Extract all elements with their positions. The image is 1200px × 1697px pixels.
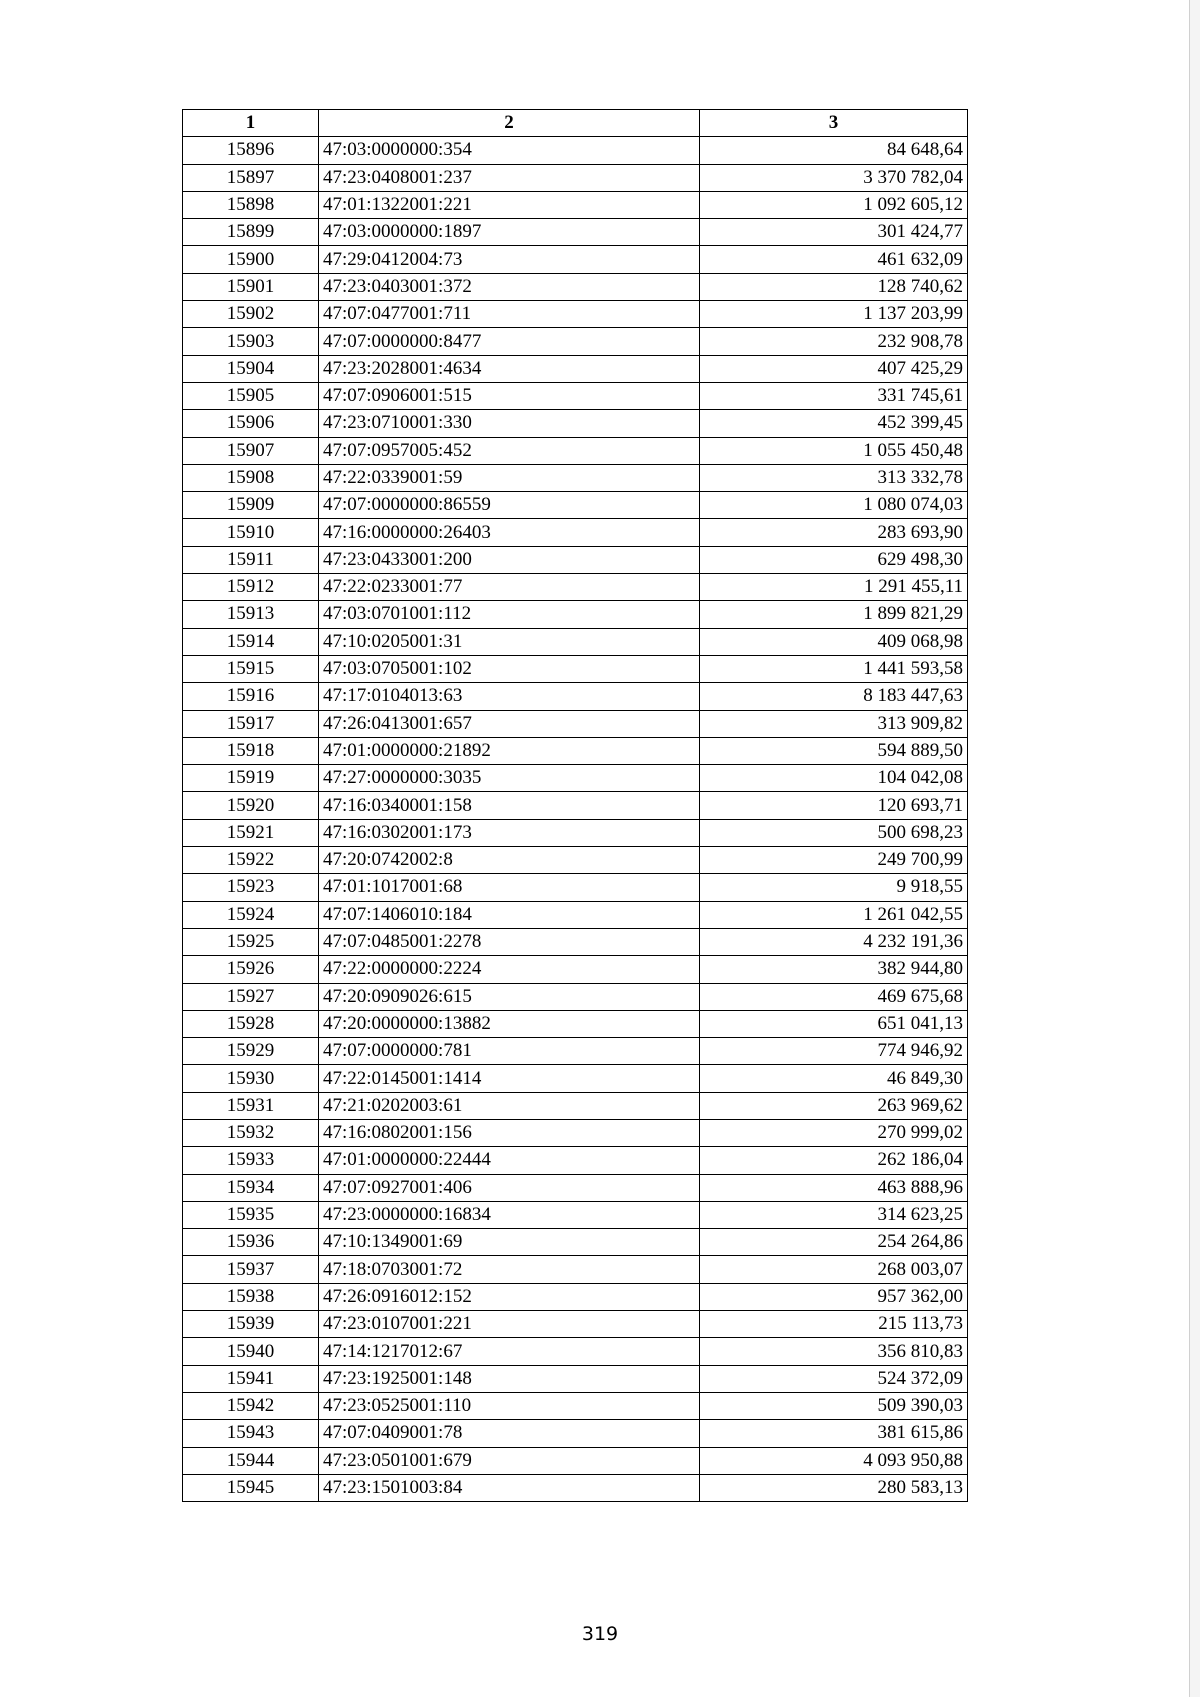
value-cell: 957 362,00 xyxy=(700,1283,968,1310)
cadastral-number-cell: 47:10:1349001:69 xyxy=(319,1229,700,1256)
cadastral-number-cell: 47:17:0104013:63 xyxy=(319,683,700,710)
table-row xyxy=(183,737,968,764)
row-number-cell: 15921 xyxy=(183,819,319,846)
row-number-cell: 15915 xyxy=(183,655,319,682)
table-row xyxy=(183,219,968,246)
table-row xyxy=(183,1283,968,1310)
row-number-cell: 15904 xyxy=(183,355,319,382)
cadastral-number-cell: 47:07:0000000:8477 xyxy=(319,328,700,355)
value-cell: 232 908,78 xyxy=(700,328,968,355)
value-cell: 356 810,83 xyxy=(700,1338,968,1365)
cadastral-number-cell: 47:20:0000000:13882 xyxy=(319,1010,700,1037)
table-row xyxy=(183,601,968,628)
table-row xyxy=(183,847,968,874)
table-row xyxy=(183,710,968,737)
cadastral-number-cell: 47:07:0000000:781 xyxy=(319,1038,700,1065)
cadastral-number-cell: 47:01:0000000:22444 xyxy=(319,1147,700,1174)
table-row xyxy=(183,1365,968,1392)
cadastral-number-cell: 47:23:0433001:200 xyxy=(319,546,700,573)
value-cell: 1 092 605,12 xyxy=(700,191,968,218)
value-cell: 774 946,92 xyxy=(700,1038,968,1065)
row-number-cell: 15908 xyxy=(183,464,319,491)
value-cell: 1 291 455,11 xyxy=(700,574,968,601)
value-cell: 46 849,30 xyxy=(700,1065,968,1092)
value-cell: 500 698,23 xyxy=(700,819,968,846)
table-row xyxy=(183,1147,968,1174)
cadastral-number-cell: 47:23:0710001:330 xyxy=(319,410,700,437)
cadastral-number-cell: 47:23:0525001:110 xyxy=(319,1392,700,1419)
value-cell: 314 623,25 xyxy=(700,1201,968,1228)
row-number-cell: 15927 xyxy=(183,983,319,1010)
cadastral-number-cell: 47:07:0957005:452 xyxy=(319,437,700,464)
row-number-cell: 15896 xyxy=(183,137,319,164)
table-row xyxy=(183,328,968,355)
table-row xyxy=(183,1119,968,1146)
row-number-cell: 15933 xyxy=(183,1147,319,1174)
table-row xyxy=(183,301,968,328)
table-row xyxy=(183,1392,968,1419)
cadastral-number-cell: 47:14:1217012:67 xyxy=(319,1338,700,1365)
table-row xyxy=(183,956,968,983)
row-number-cell: 15924 xyxy=(183,901,319,928)
row-number-cell: 15940 xyxy=(183,1338,319,1365)
value-cell: 120 693,71 xyxy=(700,792,968,819)
row-number-cell: 15916 xyxy=(183,683,319,710)
row-number-cell: 15910 xyxy=(183,519,319,546)
cadastral-number-cell: 47:07:0906001:515 xyxy=(319,382,700,409)
cadastral-number-cell: 47:23:1501003:84 xyxy=(319,1474,700,1501)
cadastral-number-cell: 47:03:0701001:112 xyxy=(319,601,700,628)
row-number-cell: 15901 xyxy=(183,273,319,300)
cadastral-number-cell: 47:16:0340001:158 xyxy=(319,792,700,819)
row-number-cell: 15923 xyxy=(183,874,319,901)
value-cell: 409 068,98 xyxy=(700,628,968,655)
table-row xyxy=(183,1311,968,1338)
table-row xyxy=(183,191,968,218)
row-number-cell: 15914 xyxy=(183,628,319,655)
header-row xyxy=(183,110,968,137)
cadastral-number-cell: 47:23:0000000:16834 xyxy=(319,1201,700,1228)
value-cell: 461 632,09 xyxy=(700,246,968,273)
row-number-cell: 15939 xyxy=(183,1311,319,1338)
row-number-cell: 15906 xyxy=(183,410,319,437)
row-number-cell: 15909 xyxy=(183,492,319,519)
cadastral-number-cell: 47:18:0703001:72 xyxy=(319,1256,700,1283)
value-cell: 4 093 950,88 xyxy=(700,1447,968,1474)
page-number: 319 xyxy=(581,1623,619,1645)
row-number-cell: 15931 xyxy=(183,1092,319,1119)
value-cell: 4 232 191,36 xyxy=(700,928,968,955)
data-table xyxy=(182,109,968,1502)
value-cell: 301 424,77 xyxy=(700,219,968,246)
table-row xyxy=(183,273,968,300)
table-row xyxy=(183,519,968,546)
value-cell: 331 745,61 xyxy=(700,382,968,409)
value-cell: 1 899 821,29 xyxy=(700,601,968,628)
value-cell: 1 261 042,55 xyxy=(700,901,968,928)
row-number-cell: 15928 xyxy=(183,1010,319,1037)
value-cell: 509 390,03 xyxy=(700,1392,968,1419)
table-row xyxy=(183,464,968,491)
cadastral-number-cell: 47:16:0302001:173 xyxy=(319,819,700,846)
cadastral-number-cell: 47:21:0202003:61 xyxy=(319,1092,700,1119)
value-cell: 313 909,82 xyxy=(700,710,968,737)
cadastral-number-cell: 47:20:0742002:8 xyxy=(319,847,700,874)
table-row xyxy=(183,928,968,955)
cadastral-number-cell: 47:16:0802001:156 xyxy=(319,1119,700,1146)
cadastral-number-cell: 47:23:0403001:372 xyxy=(319,273,700,300)
table-row xyxy=(183,382,968,409)
row-number-cell: 15897 xyxy=(183,164,319,191)
row-number-cell: 15905 xyxy=(183,382,319,409)
row-number-cell: 15922 xyxy=(183,847,319,874)
table-header xyxy=(183,110,968,137)
column-header-1: 1 xyxy=(183,110,319,137)
row-number-cell: 15925 xyxy=(183,928,319,955)
cadastral-number-cell: 47:07:1406010:184 xyxy=(319,901,700,928)
cadastral-number-cell: 47:07:0477001:711 xyxy=(319,301,700,328)
cadastral-number-cell: 47:07:0485001:2278 xyxy=(319,928,700,955)
row-number-cell: 15945 xyxy=(183,1474,319,1501)
row-number-cell: 15926 xyxy=(183,956,319,983)
cadastral-number-cell: 47:23:1925001:148 xyxy=(319,1365,700,1392)
cadastral-number-cell: 47:23:2028001:4634 xyxy=(319,355,700,382)
cadastral-number-cell: 47:29:0412004:73 xyxy=(319,246,700,273)
table-body xyxy=(183,137,968,1502)
value-cell: 1 055 450,48 xyxy=(700,437,968,464)
row-number-cell: 15898 xyxy=(183,191,319,218)
cadastral-number-cell: 47:10:0205001:31 xyxy=(319,628,700,655)
value-cell: 3 370 782,04 xyxy=(700,164,968,191)
cadastral-number-cell: 47:01:0000000:21892 xyxy=(319,737,700,764)
row-number-cell: 15938 xyxy=(183,1283,319,1310)
row-number-cell: 15919 xyxy=(183,765,319,792)
table-row xyxy=(183,410,968,437)
value-cell: 452 399,45 xyxy=(700,410,968,437)
table-row xyxy=(183,1092,968,1119)
table-row xyxy=(183,1338,968,1365)
cadastral-number-cell: 47:07:0927001:406 xyxy=(319,1174,700,1201)
table-row xyxy=(183,1201,968,1228)
value-cell: 382 944,80 xyxy=(700,956,968,983)
table-row xyxy=(183,246,968,273)
table-row xyxy=(183,1065,968,1092)
value-cell: 262 186,04 xyxy=(700,1147,968,1174)
table-row xyxy=(183,492,968,519)
cadastral-number-cell: 47:03:0000000:354 xyxy=(319,137,700,164)
row-number-cell: 15912 xyxy=(183,574,319,601)
row-number-cell: 15907 xyxy=(183,437,319,464)
column-header-2: 2 xyxy=(319,110,700,137)
value-cell: 263 969,62 xyxy=(700,1092,968,1119)
row-number-cell: 15935 xyxy=(183,1201,319,1228)
cadastral-number-cell: 47:03:0000000:1897 xyxy=(319,219,700,246)
row-number-cell: 15930 xyxy=(183,1065,319,1092)
table-row xyxy=(183,655,968,682)
table-row xyxy=(183,983,968,1010)
table-row xyxy=(183,1447,968,1474)
value-cell: 283 693,90 xyxy=(700,519,968,546)
value-cell: 9 918,55 xyxy=(700,874,968,901)
row-number-cell: 15934 xyxy=(183,1174,319,1201)
row-number-cell: 15929 xyxy=(183,1038,319,1065)
table-row xyxy=(183,819,968,846)
cadastral-number-cell: 47:01:1017001:68 xyxy=(319,874,700,901)
row-number-cell: 15932 xyxy=(183,1119,319,1146)
row-number-cell: 15920 xyxy=(183,792,319,819)
cadastral-number-cell: 47:27:0000000:3035 xyxy=(319,765,700,792)
value-cell: 407 425,29 xyxy=(700,355,968,382)
table-row xyxy=(183,765,968,792)
table-row xyxy=(183,628,968,655)
cadastral-number-cell: 47:23:0501001:679 xyxy=(319,1447,700,1474)
cadastral-number-cell: 47:23:0408001:237 xyxy=(319,164,700,191)
table-row xyxy=(183,1010,968,1037)
cadastral-number-cell: 47:23:0107001:221 xyxy=(319,1311,700,1338)
table-row xyxy=(183,901,968,928)
value-cell: 524 372,09 xyxy=(700,1365,968,1392)
table-row xyxy=(183,1420,968,1447)
cadastral-number-cell: 47:26:0916012:152 xyxy=(319,1283,700,1310)
value-cell: 249 700,99 xyxy=(700,847,968,874)
value-cell: 313 332,78 xyxy=(700,464,968,491)
cadastral-number-cell: 47:16:0000000:26403 xyxy=(319,519,700,546)
value-cell: 594 889,50 xyxy=(700,737,968,764)
row-number-cell: 15917 xyxy=(183,710,319,737)
table-row xyxy=(183,574,968,601)
value-cell: 1 080 074,03 xyxy=(700,492,968,519)
row-number-cell: 15937 xyxy=(183,1256,319,1283)
table-row xyxy=(183,437,968,464)
table-row xyxy=(183,1256,968,1283)
row-number-cell: 15942 xyxy=(183,1392,319,1419)
row-number-cell: 15900 xyxy=(183,246,319,273)
table-row xyxy=(183,1038,968,1065)
cadastral-number-cell: 47:22:0233001:77 xyxy=(319,574,700,601)
cadastral-number-cell: 47:22:0000000:2224 xyxy=(319,956,700,983)
value-cell: 629 498,30 xyxy=(700,546,968,573)
value-cell: 1 441 593,58 xyxy=(700,655,968,682)
column-header-3: 3 xyxy=(700,110,968,137)
value-cell: 280 583,13 xyxy=(700,1474,968,1501)
value-cell: 1 137 203,99 xyxy=(700,301,968,328)
cadastral-number-cell: 47:26:0413001:657 xyxy=(319,710,700,737)
cadastral-number-cell: 47:01:1322001:221 xyxy=(319,191,700,218)
table-row xyxy=(183,874,968,901)
value-cell: 268 003,07 xyxy=(700,1256,968,1283)
cadastral-number-cell: 47:22:0339001:59 xyxy=(319,464,700,491)
value-cell: 84 648,64 xyxy=(700,137,968,164)
table-row xyxy=(183,683,968,710)
row-number-cell: 15902 xyxy=(183,301,319,328)
value-cell: 215 113,73 xyxy=(700,1311,968,1338)
table-row xyxy=(183,1474,968,1501)
value-cell: 651 041,13 xyxy=(700,1010,968,1037)
value-cell: 128 740,62 xyxy=(700,273,968,300)
value-cell: 469 675,68 xyxy=(700,983,968,1010)
table-row xyxy=(183,164,968,191)
value-cell: 254 264,86 xyxy=(700,1229,968,1256)
row-number-cell: 15941 xyxy=(183,1365,319,1392)
value-cell: 8 183 447,63 xyxy=(700,683,968,710)
value-cell: 463 888,96 xyxy=(700,1174,968,1201)
row-number-cell: 15943 xyxy=(183,1420,319,1447)
cadastral-number-cell: 47:07:0000000:86559 xyxy=(319,492,700,519)
table-row xyxy=(183,1229,968,1256)
row-number-cell: 15903 xyxy=(183,328,319,355)
value-cell: 270 999,02 xyxy=(700,1119,968,1146)
table-row xyxy=(183,137,968,164)
cadastral-number-cell: 47:20:0909026:615 xyxy=(319,983,700,1010)
table-row xyxy=(183,792,968,819)
cadastral-number-cell: 47:07:0409001:78 xyxy=(319,1420,700,1447)
row-number-cell: 15918 xyxy=(183,737,319,764)
table-row xyxy=(183,355,968,382)
cadastral-number-cell: 47:22:0145001:1414 xyxy=(319,1065,700,1092)
row-number-cell: 15899 xyxy=(183,219,319,246)
value-cell: 381 615,86 xyxy=(700,1420,968,1447)
table-row xyxy=(183,546,968,573)
cadastral-number-cell: 47:03:0705001:102 xyxy=(319,655,700,682)
value-cell: 104 042,08 xyxy=(700,765,968,792)
table-row xyxy=(183,1174,968,1201)
row-number-cell: 15936 xyxy=(183,1229,319,1256)
row-number-cell: 15913 xyxy=(183,601,319,628)
row-number-cell: 15944 xyxy=(183,1447,319,1474)
row-number-cell: 15911 xyxy=(183,546,319,573)
page-edge-scrollbar xyxy=(1189,0,1200,1697)
